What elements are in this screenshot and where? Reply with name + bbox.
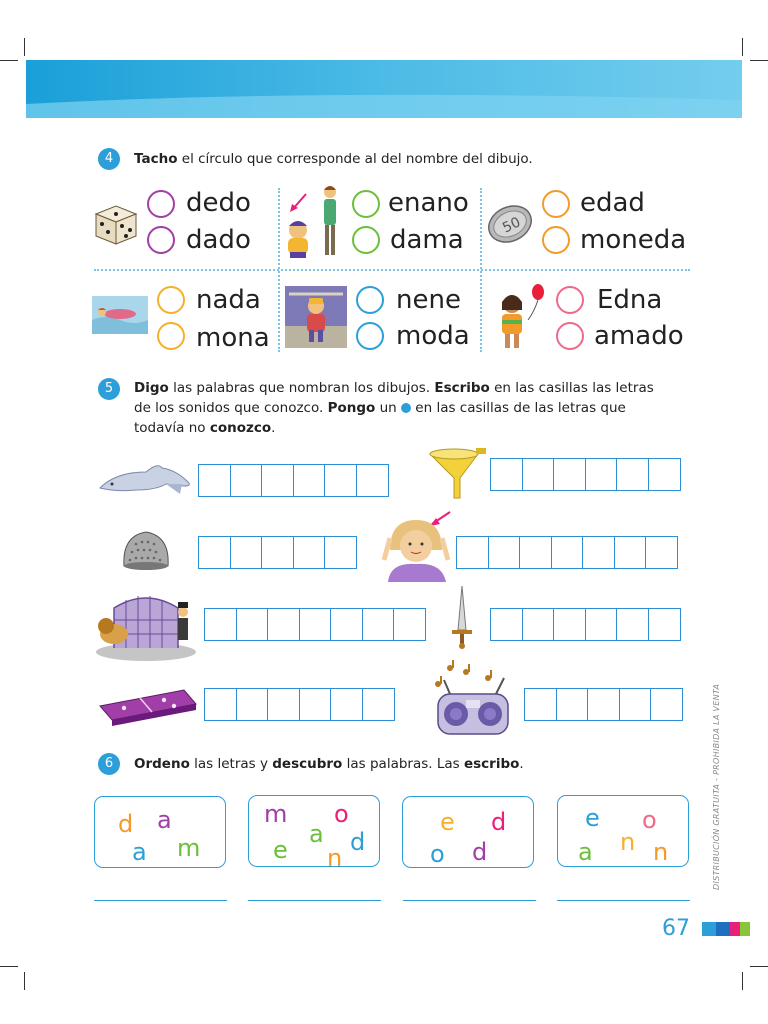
- letter-boxes[interactable]: [204, 608, 425, 641]
- word-option: mona: [196, 323, 270, 353]
- crop-mark: [0, 966, 18, 967]
- letter-box[interactable]: [648, 458, 681, 491]
- letter-boxes[interactable]: [490, 458, 679, 491]
- letter-box[interactable]: [267, 688, 300, 721]
- page-number: 67: [662, 916, 690, 941]
- answer-circle[interactable]: [556, 286, 584, 314]
- answer-circle[interactable]: [542, 226, 570, 254]
- letter: e: [585, 804, 600, 832]
- word-option: dado: [186, 225, 251, 255]
- radio-picture: [430, 658, 516, 740]
- answer-line[interactable]: [403, 900, 536, 901]
- letter-box[interactable]: [587, 688, 620, 721]
- sword-picture: [448, 584, 476, 650]
- letter-box[interactable]: [551, 536, 584, 569]
- letter-box[interactable]: [522, 608, 555, 641]
- answer-line[interactable]: [94, 900, 227, 901]
- letter-box[interactable]: [616, 458, 649, 491]
- letter-box[interactable]: [393, 608, 426, 641]
- letter-box[interactable]: [236, 688, 269, 721]
- letter-box[interactable]: [553, 458, 586, 491]
- letter-box[interactable]: [585, 608, 618, 641]
- letter-boxes[interactable]: [490, 608, 679, 641]
- letter: n: [620, 828, 636, 856]
- letter-boxes[interactable]: [524, 688, 682, 721]
- answer-circle[interactable]: [147, 190, 175, 218]
- thimble-picture: [118, 526, 174, 570]
- coin-picture: [484, 200, 536, 246]
- letter-boxes[interactable]: [198, 536, 356, 569]
- answer-circle[interactable]: [556, 322, 584, 350]
- exercise-number: 4: [98, 148, 120, 170]
- letter-box[interactable]: [293, 536, 326, 569]
- letter: d: [118, 810, 134, 838]
- letter-box[interactable]: [198, 536, 231, 569]
- word-option: amado: [594, 321, 684, 351]
- letter: a: [157, 806, 172, 834]
- letter-box[interactable]: [582, 536, 615, 569]
- letter-box[interactable]: [585, 458, 618, 491]
- crop-mark: [742, 972, 743, 990]
- letter-box[interactable]: [299, 688, 332, 721]
- word-option: moneda: [580, 225, 687, 255]
- baby-picture: [285, 286, 347, 348]
- funnel-picture: [428, 446, 488, 502]
- answer-circle[interactable]: [157, 286, 185, 314]
- letter-box[interactable]: [648, 608, 681, 641]
- crop-mark: [750, 966, 768, 967]
- answer-circle[interactable]: [157, 322, 185, 350]
- letter: o: [642, 806, 657, 834]
- word-option: dedo: [186, 188, 251, 218]
- letter-box[interactable]: [324, 464, 357, 497]
- word-option: enano: [388, 188, 469, 218]
- letter-box[interactable]: [261, 464, 294, 497]
- letter-box[interactable]: [650, 688, 683, 721]
- letter-box[interactable]: [204, 608, 237, 641]
- letter: e: [440, 808, 455, 836]
- crop-mark: [24, 972, 25, 990]
- word-option: nene: [396, 285, 461, 315]
- answer-circle[interactable]: [356, 286, 384, 314]
- domino-picture: [94, 686, 198, 726]
- answer-circle[interactable]: [356, 322, 384, 350]
- scrambled-letters-tile: [402, 796, 534, 868]
- letter-box[interactable]: [614, 536, 647, 569]
- answer-circle[interactable]: [147, 226, 175, 254]
- letter-box[interactable]: [553, 608, 586, 641]
- answer-line[interactable]: [248, 900, 381, 901]
- letter-box[interactable]: [267, 608, 300, 641]
- letter-box[interactable]: [330, 608, 363, 641]
- exercise-number: 5: [98, 378, 120, 400]
- exercise-number: 6: [98, 753, 120, 775]
- letter: m: [177, 834, 201, 862]
- letter-boxes[interactable]: [204, 688, 393, 721]
- dice-picture: [92, 200, 140, 246]
- letter-box[interactable]: [522, 458, 555, 491]
- letter-box[interactable]: [324, 536, 357, 569]
- exercise-instruction: Tacho el círculo que corresponde al del nombre del dibujo.: [134, 151, 533, 167]
- letter: e: [273, 836, 288, 864]
- letter-box[interactable]: [488, 536, 521, 569]
- letter-box[interactable]: [556, 688, 589, 721]
- blue-dot-icon: [401, 403, 411, 413]
- letter-box[interactable]: [204, 688, 237, 721]
- letter-box[interactable]: [616, 608, 649, 641]
- letter-boxes[interactable]: [456, 536, 677, 569]
- letter-box[interactable]: [198, 464, 231, 497]
- dolphin-picture: [96, 458, 194, 498]
- exercise-instruction: Ordeno las letras y descubro las palabras. Las escribo.: [134, 756, 524, 772]
- girl-hair-picture: [380, 510, 454, 582]
- letter-box[interactable]: [236, 608, 269, 641]
- letter-box[interactable]: [299, 608, 332, 641]
- side-notice: DISTRIBUCIÓN GRATUITA - PROHIBIDA LA VENTA: [712, 683, 721, 890]
- letter-box[interactable]: [519, 536, 552, 569]
- word-option: nada: [196, 285, 261, 315]
- letter: n: [653, 838, 669, 866]
- header-banner: [26, 60, 742, 118]
- letter-boxes[interactable]: [198, 464, 387, 497]
- letter-box[interactable]: [490, 458, 523, 491]
- dotted-separator: [94, 269, 690, 271]
- letter: a: [132, 838, 147, 866]
- letter-box[interactable]: [261, 536, 294, 569]
- letter-box[interactable]: [230, 464, 263, 497]
- letter: a: [578, 838, 593, 866]
- word-option: edad: [580, 188, 645, 218]
- letter: d: [472, 838, 488, 866]
- letter-box[interactable]: [362, 688, 395, 721]
- letter: d: [491, 808, 507, 836]
- letter-box[interactable]: [356, 464, 389, 497]
- lion-tamer-picture: [92, 588, 200, 662]
- girl-balloon-picture: [494, 282, 550, 352]
- letter-box[interactable]: [230, 536, 263, 569]
- letter-box[interactable]: [362, 608, 395, 641]
- letter: a: [309, 820, 324, 848]
- word-option: Edna: [597, 285, 663, 315]
- dwarf-and-lady-picture: [282, 182, 350, 260]
- letter-box[interactable]: [645, 536, 678, 569]
- letter-box[interactable]: [456, 536, 489, 569]
- letter: o: [430, 840, 445, 868]
- page-color-bar: [702, 922, 750, 936]
- svg-text:50: 50: [500, 214, 524, 237]
- letter: d: [350, 828, 366, 856]
- answer-line[interactable]: [557, 900, 690, 901]
- letter-box[interactable]: [524, 688, 557, 721]
- answer-circle[interactable]: [352, 226, 380, 254]
- letter: o: [334, 800, 349, 828]
- crop-mark: [742, 38, 743, 56]
- exercise-instruction: Digo las palabras que nombran los dibujos. Escribo en las casillas las letras de los sonidos que conozco. Pongo un en las casillas de las letras que todavía no conozco.: [134, 380, 654, 436]
- crop-mark: [750, 60, 768, 61]
- letter-box[interactable]: [619, 688, 652, 721]
- letter: m: [264, 800, 288, 828]
- swimmer-picture: [92, 296, 148, 334]
- letter-box[interactable]: [330, 688, 363, 721]
- letter: n: [327, 844, 343, 872]
- crop-mark: [24, 38, 25, 56]
- letter-box[interactable]: [490, 608, 523, 641]
- answer-circle[interactable]: [542, 190, 570, 218]
- word-option: moda: [396, 321, 470, 351]
- word-option: dama: [390, 225, 464, 255]
- crop-mark: [0, 60, 18, 61]
- letter-box[interactable]: [293, 464, 326, 497]
- answer-circle[interactable]: [352, 190, 380, 218]
